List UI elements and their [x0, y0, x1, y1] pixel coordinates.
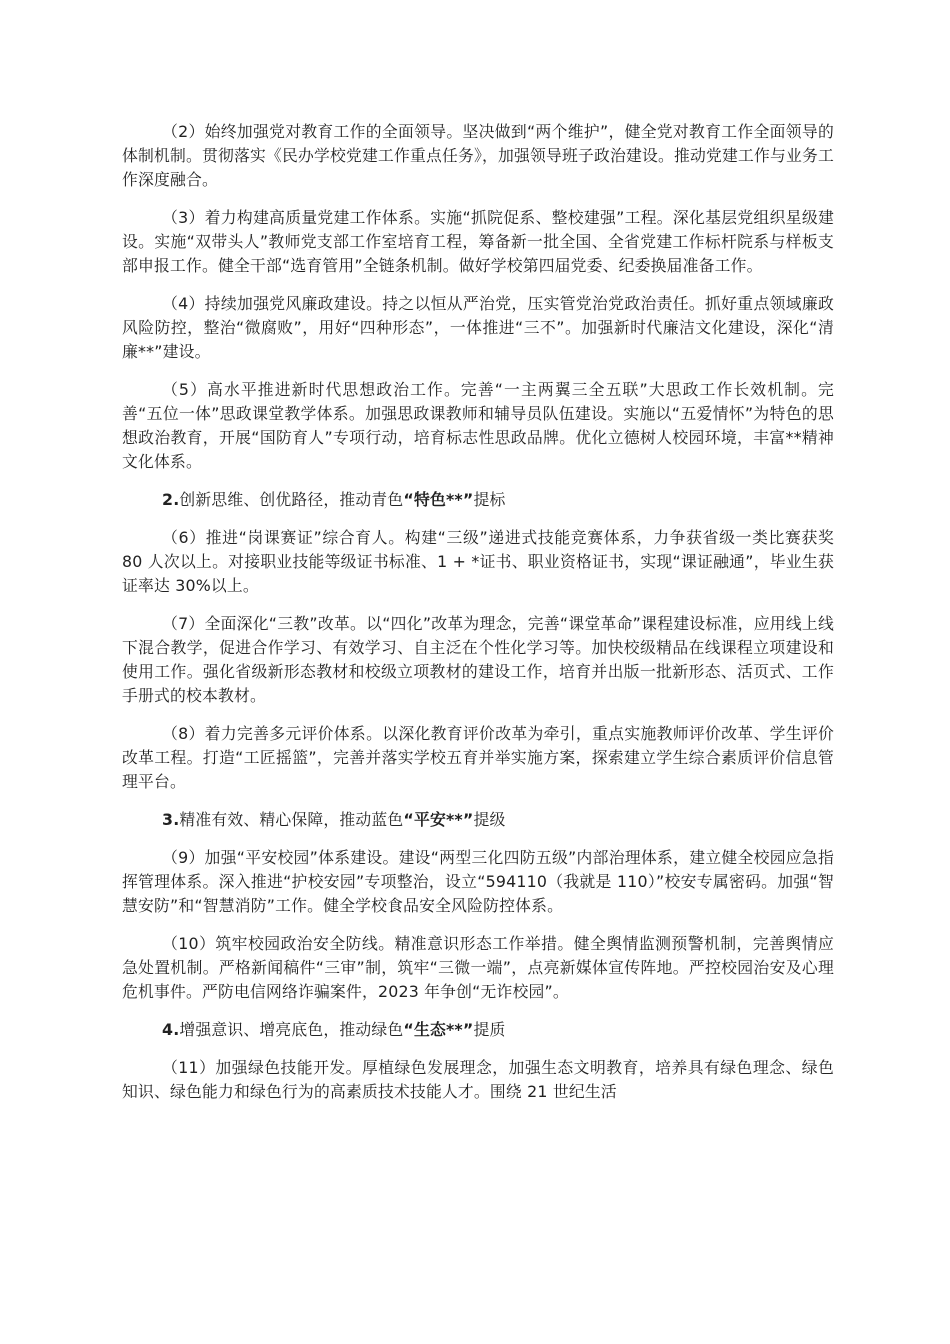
section-heading-tail: 提标 — [473, 490, 506, 509]
paragraph-8: （8）着力完善多元评价体系。以深化教育评价改革为牵引，重点实施教师评价改革、学生评价改革工程。打造“工匠摇篮”，完善并落实学校五育并举实施方案，探索建立学生综合素质评价信息管理平台。 — [122, 724, 834, 791]
section-heading-text: 创新思维、创优路径，推动青色 — [179, 490, 404, 509]
section-heading-tail: 提级 — [473, 810, 506, 829]
section-number: 3. — [162, 810, 180, 829]
paragraph-11: （11）加强绿色技能开发。厚植绿色发展理念，加强生态文明教育，培养具有绿色理念、绿色知识、绿色能力和绿色行为的高素质技术技能人才。围绕 21 世纪生活 — [122, 1058, 834, 1101]
section-heading-bold: “生态**” — [403, 1020, 474, 1039]
paragraph-4: （4）持续加强党风廉政建设。持之以恒从严治党，压实管党治党政治责任。抓好重点领域廉政风险防控，整治“微腐败”，用好“四种形态”，一体推进“三不”。加强新时代廉洁文化建设，深化“清廉**”建设。 — [122, 294, 834, 361]
paragraph-5: （5）高水平推进新时代思想政治工作。完善“一主两翼三全五联”大思政工作长效机制。完善“五位一体”思政课堂教学体系。加强思政课教师和辅导员队伍建设。实施以“五爱情怀”为特色的思想政治教育，开展“国防育人”专项行动，培育标志性思政品牌。优化立德树人校园环境，丰富**精神文化体系。 — [122, 380, 834, 471]
section-heading-text: 精准有效、精心保障，推动蓝色 — [179, 810, 404, 829]
paragraph-7: （7）全面深化“三教”改革。以“四化”改革为理念，完善“课堂革命”课程建设标准，应用线上线下混合教学，促进合作学习、有效学习、自主泛在个性化学习等。加快校级精品在线课程立项建设和使用工作。强化省级新形态教材和校级立项教材的建设工作，培育并出版一批新形态、活页式、工作手册式的校本教材。 — [122, 614, 834, 705]
paragraph-2: （2）始终加强党对教育工作的全面领导。坚决做到“两个维护”，健全党对教育工作全面领导的体制机制。贯彻落实《民办学校党建工作重点任务》，加强领导班子政治建设。推动党建工作与业务工作深度融合。 — [122, 122, 834, 189]
section-heading-text: 增强意识、增亮底色，推动绿色 — [179, 1020, 404, 1039]
section-heading-3 — [122, 808, 834, 832]
paragraph-6: （6）推进“岗课赛证”综合育人。构建“三级”递进式技能竞赛体系，力争获省级一类比赛获奖 80 人次以上。对接职业技能等级证书标准、1 + *证书、职业资格证书，实现“课证融通”，毕业生获证率达 30%以上。 — [122, 528, 834, 595]
section-heading-bold: “特色**” — [403, 490, 474, 509]
section-number: 2. — [162, 490, 180, 509]
paragraph-9: （9）加强“平安校园”体系建设。建设“两型三化四防五级”内部治理体系，建立健全校园应急指挥管理体系。深入推进“护校安园”专项整治，设立“594110（我就是 110）”校安专属密码。加强“智慧安防”和“智慧消防”工作。健全学校食品安全风险防控体系。 — [122, 848, 834, 915]
section-heading-2 — [122, 488, 834, 512]
section-number: 4. — [162, 1020, 180, 1039]
paragraph-3: （3）着力构建高质量党建工作体系。实施“抓院促系、整校建强”工程。深化基层党组织星级建设。实施“双带头人”教师党支部工作室培育工程，筹备新一批全国、全省党建工作标杆院系与样板支部申报工作。健全干部“选育管用”全链条机制。做好学校第四届党委、纪委换届准备工作。 — [122, 208, 834, 275]
section-heading-tail: 提质 — [473, 1020, 506, 1039]
paragraph-10: （10）筑牢校园政治安全防线。精准意识形态工作举措。健全舆情监测预警机制，完善舆情应急处置机制。严格新闻稿件“三审”制，筑牢“三微一端”，点亮新媒体宣传阵地。严控校园治安及心理危机事件。严防电信网络诈骗案件，2023 年争创“无诈校园”。 — [122, 934, 834, 1001]
section-heading-4 — [122, 1018, 834, 1042]
section-heading-bold: “平安**” — [403, 810, 474, 829]
